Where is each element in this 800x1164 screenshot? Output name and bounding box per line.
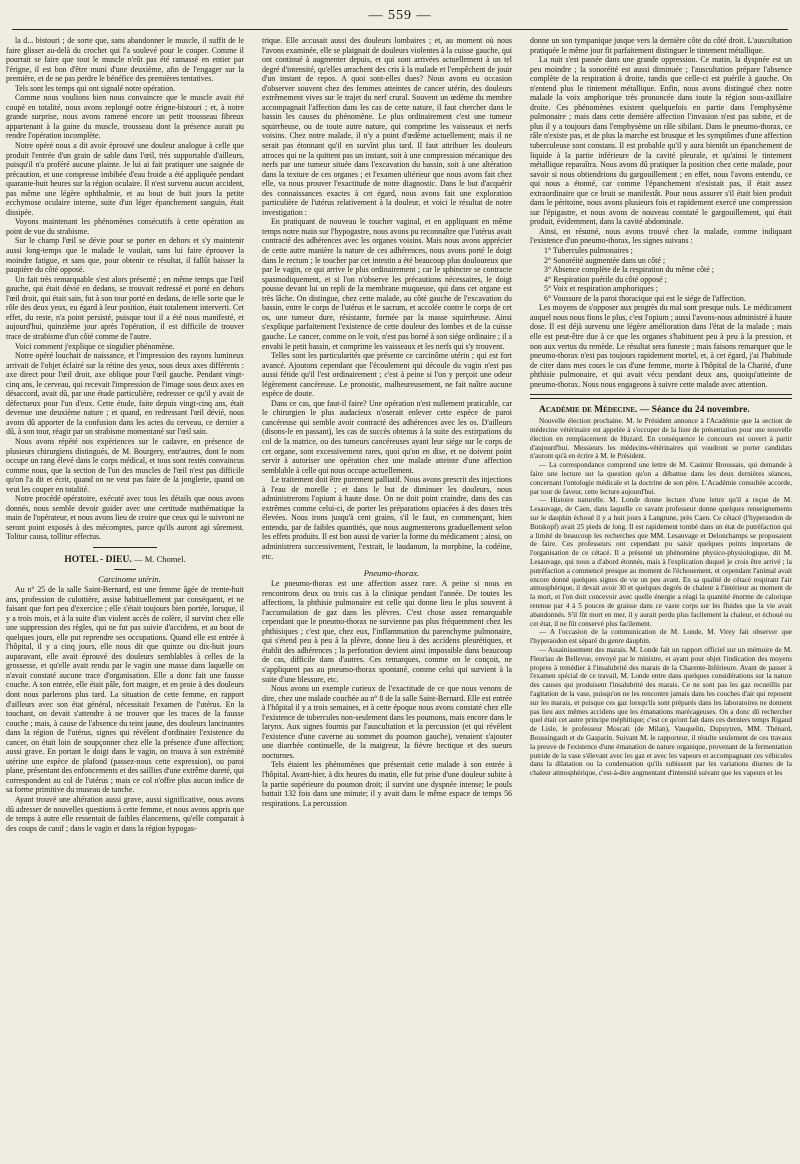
paragraph: Ayant trouvé une altération aussi grave, aussi significative, nous avons dû adresser de nouvelles questions à cette femme, et nous avons appris que de temps à autre elle ressentait de faibles élancemens, qu'elle comparait à des coups de canif ; dans le vagin et dans la région hypogas- bbox=[6, 795, 244, 833]
paragraph: Au n° 25 de la salle Saint-Bernard, est une femme âgée de trente-huit ans, profession de culottière, assise habituellement par conséquent, et ne faisant que fort peu d'exercice ; elle s'était toujours bien portée, lorsque, il y a trois mois, et à la suite d'un violent accès de colère, il survint chez elle une suppression des règles, qui ne fut pas suivie d'accidens, et au bout de quelques jours, elle put reprendre ses occupations. Quand elle est entrée à l'hôpital, il y a cinq jours, elle nous dit que quinze ou dix-huit jours auparavant, elle avait éprouvé des douleurs semblables à celles de la grossesse, et qu'elle avait rendu par le vagin une masse dans laquelle on n'avait constaté aucune trace d'organisation. Elle a donc fait une fausse couche. A son entrée, elle était pâle, fort maigre, et en proie à des douleurs dont nous parlerons plus tard. La situation de cette femme, en rapport d'ailleurs avec son état général, nécessitait l'examen de l'utérus. En la touchant, on devait s'attendre à ne trouver que les traces de la fausse couche ; mais, à cause de l'absence du teint jaune, des douleurs lancinantes dans la région de l'utérus, signes qui révèlent d'ordinaire l'existence du cancer, on était loin de soupçonner chez elle la présence d'une affection; aussi grave. En portant le doigt dans le vagin, on trouva à son extrémité utérine une espèce de plafond (passez-nous cette expression), ou paroi plane, présentant des enfoncements et des saillies d'une extrême dureté, qui correspondent au col de l'utérus ; mais ce col n'offre plus aucun indice de sa forme primitive du museau de tanche. bbox=[6, 584, 244, 795]
paragraph: Voyons maintenant les phénomènes consécutifs à cette opération au point de vue du strabisme. bbox=[6, 217, 244, 236]
paragraph: Voici comment j'explique ce singulier phénomène. bbox=[15, 341, 175, 351]
section-divider bbox=[530, 394, 792, 395]
list-item: 1° Tubercules pulmonaires ; bbox=[544, 246, 633, 256]
paragraph: Telles sont les particularités que présente ce carcinôme utérin ; qui est fort avancé. Ajoutons cependant que l'écoulement qui découle du vagin n'est pas aussi fétide qu'il l'est ordinairement ; c'est à peine si l'on y perçoit une odeur légèrement cancéreuse. Le pronostic, malheureusement, ne fait naître aucune espèce de doute. bbox=[262, 351, 512, 399]
list-item: 4° Respiration puérile du côté opposé ; bbox=[544, 274, 667, 284]
paragraph: la d... bistouri ; de sorte que, sans abandonner le muscle, il suffit de le faire glisser au-delà du crochet qui l'a soulevé pour le couper. Comme il pourrait se faire que tout le muscle n'eût pas été ramassé en entier par l'érigne, il est bon d'être muni d'une deuxième, afin de l'engager sur la première, et de ne pas perdre le bénéfice des premières tentatives. bbox=[6, 36, 244, 84]
paragraph: — Histoire naturelle. M. Londe donne lecture d'une lettre qu'il a reçue de M. Lesauvage, de Caen, dans laquelle ce savant professeur donne quelques renseignements sur le dauphin échoué il y a huit jours à Langrune, près Caen. Ce cétacé (l'hyperaodon de Butskopf) avait 25 pieds de long. Il est rapidement tombé dans un état de putréfaction qui a limité de beaucoup les recherches que MM. Lesauvage et Delonchamps se proposaient de faire. Ces professeurs ont cependant pu saisir quelques points importans de l'organisation de ce cétacé. Il a présenté un phénomène physico-physiologique, dit M. Lesauvage, qui nous a d'abord étonnés, mais à l'explication duquel je crois être arrivé ; la putréfaction a commencé presque au moment de l'échouement, et cependant l'animal avait encore donné quelques signes de vie un peu avant. En sa qualité de cétacé respirant l'air atmosphérique, il devait avoir 30 et quelques degrés de chaleur à l'intérieur au moment de la mort, et l'on doit concevoir avec quelle énergie a réagi la quantité énorme de calorique retenue par 4 à 5 pouces de graisse dans ce vaste corps sur les fluides que la vie avait abandonnés. S'il fût mort en mer, il y aurait perdu plus facilement la chaleur, et échoué ou cet état, il ne fût conservé plus facilement. bbox=[530, 496, 792, 628]
header-rule bbox=[12, 29, 788, 30]
hotel-dieu-author: — M. Chomel. bbox=[134, 553, 186, 564]
paragraph: Nous avons un exemple curieux de l'exactitude de ce que nous venons de dire, chez une malade couchée au n° 8 de la salle Saint-Bernard. Elle est entrée à l'hôpital il y a trois semaines, et à cette époque nous avons constaté chez elle l'existence de tubercules non-seulement dans les poumons, mais encore dans le larynx. Aux signes fournis par l'auscultation et la percussion (et qui révèlent l'existence d'une caverne au sommet du poumon gauche), venaient s'ajouter une diarrhée continuelle, de la maigreur, la fièvre hectique et des sueurs nocturnes. bbox=[262, 684, 512, 760]
paragraph: Notre procédé opératoire, exécuté avec tous les détails que nous avons donnés, nous semble devoir guider avec une certitude mathématique la main de l'opérateur, et nous avons lieu de croire que ceux qui le suivront ne seront point exposés à des mécomptes, parce qu'ils auront agi sûrement. Tolitur causa, tollitur effectus. bbox=[6, 494, 244, 542]
paragraph: Comme nous voulions bien nous convaincre que le muscle avait été coupé en totalité, nous avons replongé notre érigne-bistouri ; et, à notre grande surprise, nous avons ramené encore un petit trousseau fibreux appartenant à la gaine du muscle, trousseau dont la présence aurait pu rendre l'opération incomplète. bbox=[6, 93, 244, 141]
paragraph: — A l'occasion de la communication de M. Londe, M. Virey fait observer que l'hyperaodon est séparé du genre dauphin. bbox=[530, 628, 792, 646]
hotel-dieu-heading bbox=[6, 553, 244, 567]
paragraph: Le traitement doit être purement palliatif. Nous avons prescrit des injections à l'eau de morelle ; et dans le but de diminuer les douleurs, nous administrerons l'opium à haute dose. On ne doit point craindre, dans des cas extrêmes comme celui-ci, de porter les préparations opiacées à des doses très élevées. Nous irons jusqu'à cent grains, s'il le faut, en commençant, bien entendu, par de faibles quantités, que nous augmenterons graduellement selon les effets produits. Il est bon aussi de varier la forme du médicament ; ainsi, on administrera successivement, l'extrait, le laudanum, la morphine, la codéine, etc. bbox=[262, 475, 512, 561]
paragraph: Ainsi, en résumé, nous avons trouvé chez la malade, comme indiquant l'existence d'un pneumo-thorax, les signes suivans : bbox=[530, 226, 792, 246]
paragraph: Les moyens de s'opposer aux progrès du mal sont presque nuls. Le médicament auquel nous nous fions le plus, c'est l'opium ; aussi l'avons-nous administré à haute dose. Il est déjà survenu une légère amélioration dans l'état de la malade ; mais elle est peut-être due à ce que les organes s'habituent peu à peu à la pression, et non aux vertus du remède. Le résultat sera funeste ; mais faisons remarquer que le pneumo-thorax n'est pas toujours rapidement mortel, et, à cet égard, j'ai l'habitude de citer dans mes cours le cas d'une femme, morte à l'hôpital de la Charité, d'une phthisie pulmonaire, et qui avait vécu pendant deux ans, quoiqu'atteinte de pneumo-thorax. Nous nous engageons à suivre cette malade avec attention. bbox=[530, 303, 792, 389]
hotel-dieu-title: HOTEL - DIEU. bbox=[64, 554, 132, 565]
paragraph: Nouvelle élection prochaine. M. le Président annonce à l'Académie que la section de médecine vétérinaire est appelée à s'occuper de la liste de présentation pour une nouvelle élection en remplacement de Huzard. En conséquence le concours est ouvert à partir d'aujourd'hui. Messieurs les médecins-vétérinaires qui voudront se porter candidats n'auront qu'à en écrire à M. le Président. bbox=[530, 417, 792, 461]
paragraph: Le pneumo-thorax est une affection assez rare. A peine si nous en rencontrons deux ou trois cas à la clinique pendant l'année. De toutes les affections, la phthisie pulmonaire est celle qui donne lieu le plus souvent à l'accumulation de gaz dans les plèvres. C'est chose assez remarquable cependant que le pneumo-thorax ne survienne pas plus fréquemment chez les phthisiques ; c'est que, chez eux, l'inflammation du parenchyme pulmonaire, qui s'étend peu à peu à la plèvre, donne lieu à des accidens pleurétiques, et établit des adhérences ; la perforation devient ainsi impossible dans beaucoup de cas, difficile dans d'autres. Ces remarques, comme on le conçoit, ne s'appliquent pas au pneumo-thorax spontané, comme celui qui survient à la suite d'une blessure, etc. bbox=[262, 579, 512, 684]
column-3 bbox=[530, 36, 792, 1160]
heading-underline bbox=[114, 569, 136, 570]
signs-list bbox=[530, 246, 792, 303]
paragraph: donne un son tympanique jusque vers la dernière côte du côté droit. L'auscultation pratiquée le même jour fit parfaitement distinguer le tintement métallique. bbox=[530, 36, 792, 55]
academie-heading bbox=[530, 404, 792, 417]
list-item: 5° Voix et respiration amphoriques ; bbox=[544, 284, 658, 294]
paragraph: Tels étaient les phénomènes que présentait cette malade à son entrée à l'hôpital. Avant-hier, à dix heures du matin, elle fut prise d'une douleur subite à la partie supérieure du poumon droit; il survint une dyspnée intense; le pouls battait 132 fois dans une minute; il y avait dans le même espace de temps 56 respirations. La percussion bbox=[262, 760, 512, 808]
list-item: 6° Voussure de la paroi thoracique qui est le siége de l'affection. bbox=[544, 293, 746, 303]
column-2 bbox=[262, 36, 512, 1160]
list-item: 3° Absence complète de la respiration du même côté ; bbox=[544, 265, 714, 275]
paragraph: La nuit s'est passée dans une grande oppression. Ce matin, la dyspnée est un peu moindre ; la sonoréité est aussi diminuée ; l'auscultation prépare l'absence complète de la respiration à droite, tandis que celle-ci est puérile à gauche. On n'entend plus le tintement métallique. Enfin, nous avons distingué chez notre malade la voix amphorique très prononcée dans toute la région sous-axillaire droite. Ces phénomènes existent quelquefois en partie dans l'emphysème pulmonaire ; mais dans cette dernière affection l'invasion n'est pas subite, et de plus il y a toujours dans l'emphysème un râle sibilant. Dans le pneumo-thorax, ce râle n'existe pas, et de plus la marche est brusque et les symptômes d'une affection tuberculeuse sont constans. Il est probable qu'il y aura bientôt un épanchement de liquide à la partie inférieure de la cavité pleurale, et qu'ainsi le tintement métallique reparaîtra. Nous avons dû pratiquer la position chez cette malade, pour savoir si nous obtiendrions du gargouillement ; en effet, nous l'avons entendu, ce qui nous a étonné, car comme l'épanchement n'existait pas, il était assez extraordinaire que ce bruit se manifestât. Pour nous assurer s'il était bien produit dans le péritoine, nous avons plusieurs fois et rapidement exercé une compression sur l'épigastre, et nous avons de nouveau constaté le gargouillement, qui était produit, évidemment, dans la cavité abdominale. bbox=[530, 55, 792, 227]
paragraph: Notre opéré louchait de naissance, et l'impression des rayons lumineux arrivait de l'objet éclairé sur la rétine des yeux, sous deux axes différents : axe direct pour l'œil droit, axe oblique pour l'œil gauche. Pendant vingt-cinq ans, le cerveau, qui recevait l'impression de l'image sous deux axes en désaccord, avait dû, par une étude particulière, redresser ce qu'il y avait de défectueux pour l'un d'eux. Cette étude, faite depuis vingt-cinq ans, était devenue une deuxième nature ; et quand, en redressant l'œil dévié, nous avons dû apporter de la confusion dans les actes du cerveau, ce dernier a dû, à son tour, réagir par un strabisme momentané sur l'œil sain. bbox=[6, 351, 244, 437]
academie-session: — Séance du 24 novembre. bbox=[639, 405, 750, 416]
paragraph: Un fait très remarquable s'est alors présenté ; en même temps que l'œil gauche, qui était dévié en dedans, se trouvait redressé et porté en dehors l'œil droit, qui était sain, fut à son tour porté en dedans, de telle sorte que le rôle des deux yeux, eu égard à leur position, était totalement interverti. Cet effet, du reste, n'a point persisté, puisque tout il a été nous manifesté, et aujourd'hui, quinzième jour après l'opération, il est difficile de trouver trace de strabisme d'un côté comme de l'autre. bbox=[6, 274, 244, 341]
cancer-subtitle: Carcinome utérin. bbox=[98, 573, 161, 584]
paragraph: Dans ce cas, que faut-il faire? Une opération n'est nullement praticable, car le chirurgien le plus audacieux n'oserait enlever cette espèce de paroi cancéreuse qui semble avoir contracté des adhérences avec les os. D'ailleurs (disons-le en passant), les cas de succès obtenus à la suite des extirpations du col de la matrice, ou des tumeurs cancéreuses ayant leur siége sur le corps de cet organe, sont excessivement rares, quoi qu'on en dise, et ne doivent point servir à autoriser une opération chez une malade atteinte d'une affection semblable à celle qui nous occupe actuellement. bbox=[262, 398, 512, 475]
column-1 bbox=[6, 36, 244, 1160]
academie-title: Académie de Médecine. bbox=[539, 405, 638, 416]
paragraph: En pratiquant de nouveau le toucher vaginal, et en appliquant en même temps notre main sur l'hypogastre, nous avons pu reconnaître que l'utérus avait contracté des adhérences avec les organes voisins. Mais nous avons apprécier de cette autre manière la nature de ces adhérences, nous avons porté le doigt dans le rectum ; le toucher par cet intestin a été beaucoup plus douloureux que par le vagin, ce qui arrive le plus ordinairement ; car le sphincter se contracte spasmodiquement, et si l'on n'observe les précautions nécessaires, le doigt pousse devant lui un repli de la membrane muqueuse, qui dans cet organe est très lâche. On distingue, chez cette malade, au côté gauche de l'excavation du bassin, entre le corps de l'utérus et le sacrum, et accolée contre le corps de cet os, une tumeur dure, résistante, formée par la masse squirrheuse. Ainsi s'explique parfaitement l'existence de cette douleur des lombes et de la cuisse gauche. Le cancer, comme on le voit, n'est pas borné à son siége ordinaire ; il a envahi le petit bassin, et comprime les vaisseaux et les nerfs qui s'y trouvent. bbox=[262, 217, 512, 351]
list-item: 2° Sonoréité augmentée dans un côté ; bbox=[544, 255, 666, 265]
paragraph: trique. Elle accusait aussi des douleurs lombaires ; et, au moment où nous l'avons examinée, elle se plaignait de douleurs violentes à la cuisse gauche, qui ont continué à augmenter depuis, et qui sont arrivées actuellement à un tel degré d'intensité, qu'elles arrachent des cris à la malade et l'empêchent de jouir d'un instant de repos. A quoi sont-elles dues? Nous avons eu occasion d'observer souvent chez des femmes atteintes de cancer utérin, des douleurs extrêmement vives sur le trajet du nerf crural. Souvent un œdème du membre accompagnait l'affection dans les cas de cette nature, il faut chercher dans le bassin les causes du phénomène. Le plus ordinairement c'est une tumeur squirrheuse, ou de toute autre nature, qui comprime les vaisseaux et nerfs voisins. Chez notre malade, il n'y a point d'œdème actuellement; mais il ne serait pas étonnant qu'il en survînt plus tard. Il faut attribuer les douleurs atroces qui ne la quittent pas un instant, soit à une compression mécanique des nerfs par une tumeur située dans l'excavation du bassin, soit à une altération dans la texture de ces organes ; et l'examen ultérieur que nous avons fait chez elle, va nous prouver l'exactitude de notre diagnostic. Dans le but d'acquérir des connaissances exactes à cet égard, nous avons fait une exploration particulière de l'utérus relativement à la douleur, et voici le résultat de notre investigation : bbox=[262, 36, 512, 217]
paragraph: — La correspondance comprend une lettre de M. Casimir Broussais, qui demande à faire une lecture sur la question qu'on a débattue dans les deux dernières séances, concernant l'ontologie médicale et la doctrine de son père. L'Académie consultée accorde, par tour de faveur, cette lecture aujourd'hui. bbox=[530, 461, 792, 496]
paragraph: Sur le champ l'œil se dévie pour se porter en dehors et s'y maintenir aussi long-temps que le malade le voulait, sans lui faire éprouver la moindre fatigue, et sans que, pour obtenir ce résultat, il fallût baisser la paupière du côté opposé. bbox=[6, 236, 244, 275]
pneumo-subtitle: Pneumo-thorax. bbox=[363, 568, 420, 579]
paragraph: Tels sont les temps qui ont signalé notre opération. bbox=[15, 83, 176, 93]
section-divider-2 bbox=[530, 398, 792, 399]
paragraph: — Assainissement des marais. M. Londe fait un rapport officiel sur un mémoire de M. Fleuriau de Bellevue, envoyé par le ministre, et ayant pour objet l'indication des moyens propres à remédier à l'insalubrité des marais de la Charente-Inférieure. Avant de passer à l'examen spécial de ce travail, M. Londe entre dans quelques considérations sur la nature des causes qui produisent l'insalubrité des marais. Ce ne sont pas les gaz recueillis par l'agitation de la vase, puisqu'on ne les rencontre jamais dans les couches d'air qui reposent sur les marais, et puisque ces gaz lorsqu'ils sont préparés dans les laboratoires ne donnent pas lieu aux mêmes accidens que les émanations marécageuses. On a donc dû rechercher quel était cet autre principe méphitique; c'est ce qu'ont fait dans ces derniers temps Rigaud de Lisle, le professeur Moscati (de Milan), Vauquelin, Dupuytren, MM. Thénard, Boussingault et de Gasparin. Suivant M. le rapporteur, il résulte seulement de ces travaux la preuve de l'existence d'une émanation de nature organique, provenant de la fermentation putride de la vase s'élevant avec les gaz et avec les vapeurs et accompagnant ces véhicules dans la dilatation ou la condensation qu'ils subissent par les variations diurnes de la chaleur atmosphérique, c'est-à-dire augmentant d'intensité suivant que les vapeurs et les bbox=[530, 645, 792, 778]
section-divider bbox=[93, 547, 157, 548]
page-number: — 559 — bbox=[368, 8, 432, 23]
paragraph: Nous avons répété nos expériences sur le cadavre, en présence de plusieurs chirurgiens distingués, de M. Bourgery, entr'autres, dont le nom occupe un rang élevé dans le corps médical, et tous sont restés convaincus comme nous, que la section de l'un des muscles de l'œil n'est pas difficile qu'on l'a dit et écrit, quand on ne veut pas faire de la jonglerie, quand on veut les couper en totalité. bbox=[6, 436, 244, 494]
paragraph: Notre opéré nous a dit avoir éprouvé une douleur analogue à celle que produit l'entrée d'un grain de sable dans l'œil, très supportable d'ailleurs, puisqu'il n'a proféré aucune plainte. Je lui ai fait pratiquer une saignée de précaution, et une compresse imbibée d'eau froide a été appliquée pendant quarante-huit heures sur la région oculaire. Il n'est survenu aucun accident, pas même une légère ophthalmie, et au bout de huit jours la petite ecchymose oculaire interne, suite d'un léger épanchement sanguin, était dissipée. bbox=[6, 141, 244, 217]
